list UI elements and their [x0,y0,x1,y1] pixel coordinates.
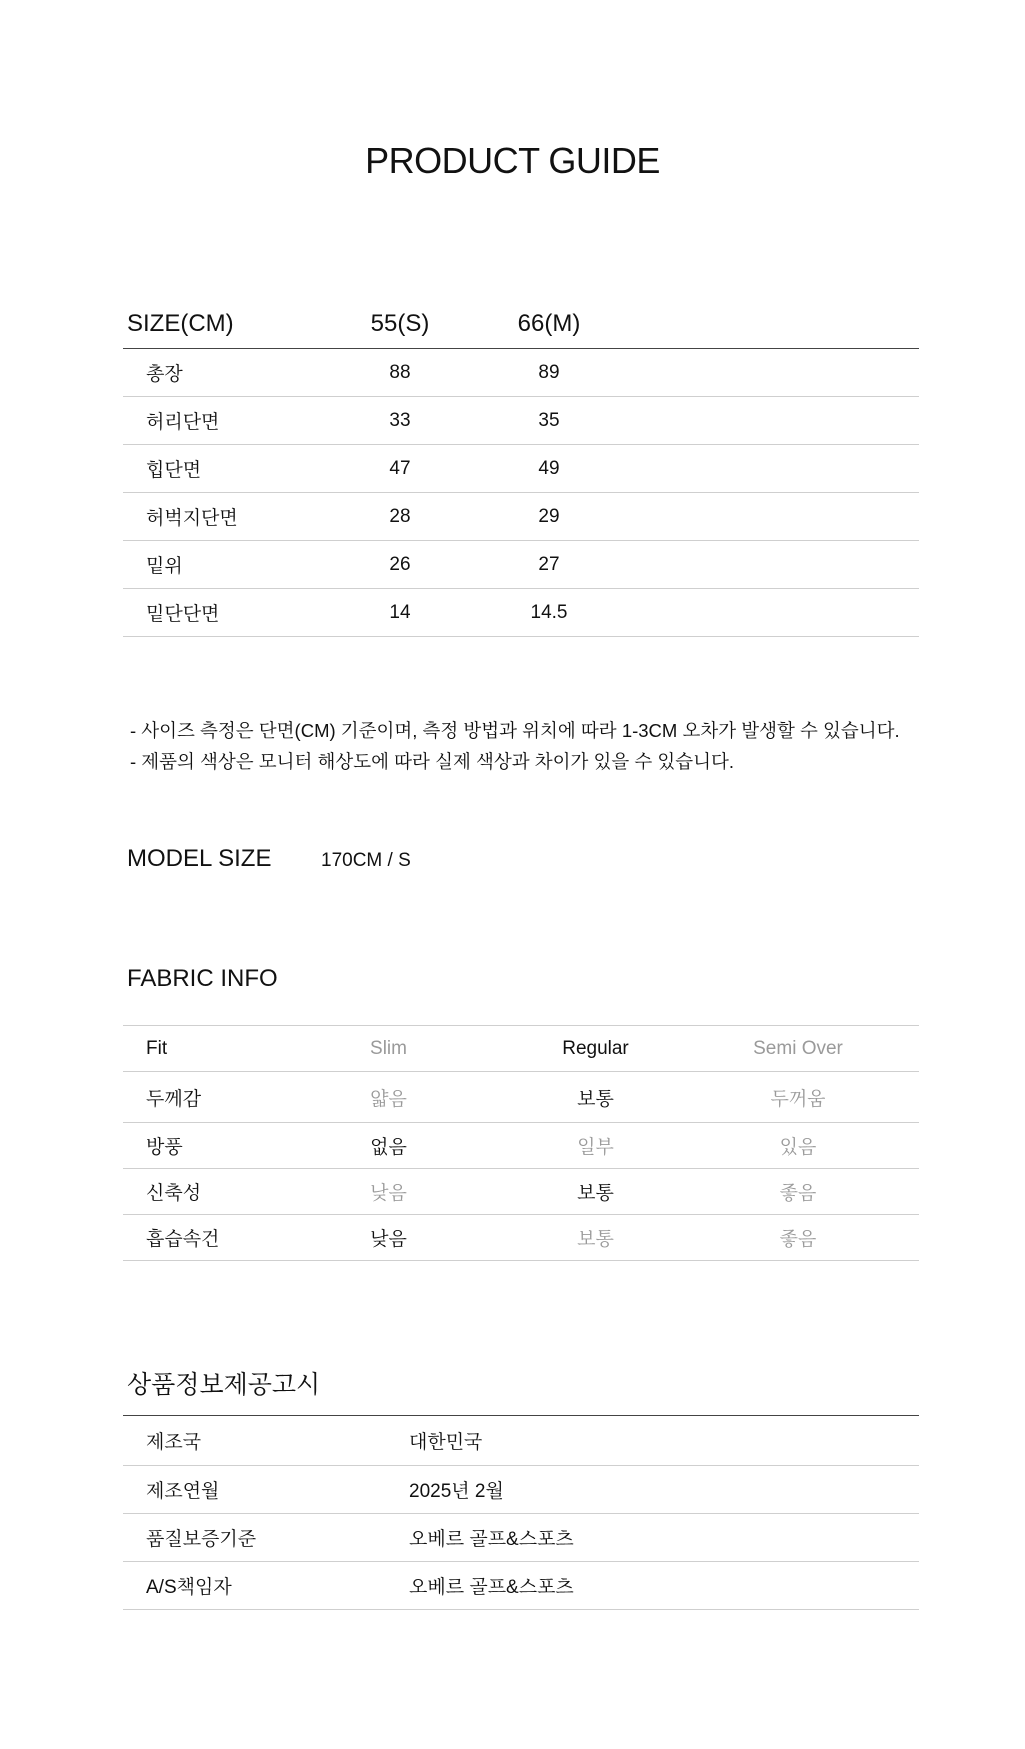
product-notice-title: 상품정보제공고시 [127,1371,321,1399]
fabric-option: 좋음 [779,1229,817,1250]
table-row [123,589,919,637]
notice-label: 품질보증기준 [146,1529,257,1550]
fabric-option: 얇음 [370,1088,407,1110]
measure-m: 49 [538,457,560,479]
notice-value: 오베르 골프&스포츠 [409,1577,574,1598]
fabric-option-selected: 보통 [577,1183,614,1204]
fabric-row [123,1215,919,1261]
fabric-option-selected: 보통 [577,1088,614,1110]
size-header-s: 55(S) [370,310,430,337]
fabric-row [123,1026,919,1072]
measure-label: 밑위 [146,556,183,577]
fabric-option-selected: Regular [562,1037,629,1059]
measure-label: 힙단면 [146,460,202,481]
table-row [123,1466,919,1514]
fabric-option-selected: 없음 [370,1137,407,1158]
table-row [123,1416,919,1466]
fabric-row-label: 방풍 [146,1137,183,1158]
table-row [123,445,919,493]
fabric-row-label: 흡습속건 [146,1229,220,1250]
notice-value: 오베르 골프&스포츠 [409,1529,574,1550]
size-table-body [123,349,919,637]
notice-label: 제조연월 [146,1481,220,1502]
notice-value: 대한민국 [409,1432,483,1453]
table-row [123,349,919,397]
notice-label: 제조국 [146,1432,202,1453]
measure-s: 33 [389,409,411,431]
note-color: - 제품의 색상은 모니터 해상도에 따라 실제 색상과 차이가 있을 수 있습니다. [130,751,734,772]
measure-m: 27 [538,553,560,575]
fabric-option: 있음 [779,1137,817,1158]
measure-s: 88 [389,361,411,383]
fabric-row-label: Fit [146,1037,168,1059]
table-row [123,397,919,445]
table-row [123,541,919,589]
measure-s: 47 [389,457,411,479]
fabric-row [123,1072,919,1123]
table-row [123,1514,919,1562]
fabric-row [123,1123,919,1169]
fabric-option: Slim [370,1037,407,1059]
measure-m: 89 [538,361,560,383]
fabric-option-selected: 낮음 [370,1229,407,1250]
notice-label: A/S책임자 [146,1577,232,1598]
measure-s: 28 [389,505,411,527]
measure-label: 허벅지단면 [146,508,238,529]
fabric-info-table [123,1025,919,1261]
fabric-option: 일부 [577,1137,614,1158]
measure-label: 총장 [146,364,183,385]
measure-m: 14.5 [530,601,568,623]
model-size-label: MODEL SIZE [127,845,272,872]
fabric-option: 낮음 [370,1183,407,1204]
measure-m: 35 [538,409,560,431]
notice-value: 2025년 2월 [409,1481,504,1502]
model-size [127,845,411,873]
fabric-row [123,1169,919,1215]
size-header-label: SIZE(CM) [127,310,234,337]
measure-label: 밑단단면 [146,604,220,625]
fabric-option: Semi Over [753,1037,843,1059]
fabric-option: 보통 [577,1229,614,1250]
fabric-option: 두꺼움 [770,1088,826,1110]
model-size-value: 170CM / S [321,850,411,871]
size-header-m: 66(M) [517,310,581,337]
page-title: PRODUCT GUIDE [365,140,660,181]
table-row [123,1562,919,1610]
note-measurement: - 사이즈 측정은 단면(CM) 기준이며, 측정 방법과 위치에 따라 1-3CM 오차가 발생할 수 있습니다. [130,720,900,741]
measure-s: 14 [389,601,411,623]
measure-m: 29 [538,505,560,527]
size-notes [130,715,900,777]
fabric-option: 좋음 [779,1183,817,1204]
table-row [123,493,919,541]
product-notice-table [123,1415,919,1610]
fabric-row-label: 신축성 [146,1183,202,1204]
fabric-info-title: FABRIC INFO [127,965,278,992]
size-table-header [123,300,919,349]
measure-s: 26 [389,553,411,575]
measure-label: 허리단면 [146,412,220,433]
fabric-row-label: 두께감 [146,1088,202,1110]
